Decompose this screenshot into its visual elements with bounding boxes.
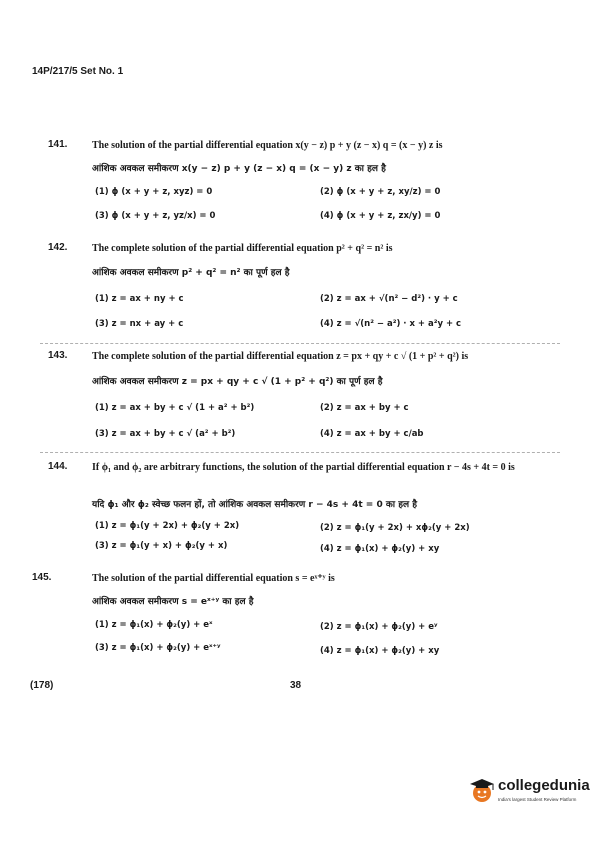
option-3: (3) z = ϕ₁(y + x) + ϕ₂(y + x): [95, 541, 228, 551]
option-4: (4) z = ax + by + c/ab: [320, 429, 424, 439]
logo-tagline: India's largest Student Review Platform: [498, 797, 577, 802]
option-1: (1) z = ϕ₁(y + 2x) + ϕ₂(y + 2x): [95, 521, 240, 531]
option-1: (1) ϕ (x + y + z, xyz) = 0: [95, 187, 213, 197]
option-4: (4) ϕ (x + y + z, zx/y) = 0: [320, 211, 441, 221]
option-2: (2) z = ax + √(n² − d²) · y + c: [320, 294, 458, 304]
question-number: 141.: [48, 139, 68, 150]
question-text-english: If ϕ₁ and ϕ₂ are arbitrary functions, the solution of the partial differential equation r − 4s + 4t = 0 is: [92, 462, 515, 473]
question-text-hindi: आंशिक अवकल समीकरण z = px + qy + c √ (1 + p² + q²) का पूर्ण हल है: [92, 377, 383, 387]
question-text-hindi: आंशिक अवकल समीकरण p² + q² = n² का पूर्ण हल है: [92, 268, 290, 278]
option-2: (2) z = ϕ₁(x) + ϕ₂(y) + eʸ: [320, 622, 438, 632]
option-2: (2) z = ϕ₁(y + 2x) + xϕ₂(y + 2x): [320, 523, 470, 533]
option-1: (1) z = ϕ₁(x) + ϕ₂(y) + eˣ: [95, 620, 213, 630]
option-4: (4) z = ϕ₁(x) + ϕ₂(y) + xy: [320, 544, 440, 554]
graduate-cap-icon: [468, 777, 496, 805]
question-text-hindi: आंशिक अवकल समीकरण s = eˣ⁺ʸ का हल है: [92, 597, 254, 607]
divider: [40, 452, 560, 453]
option-3: (3) ϕ (x + y + z, yz/x) = 0: [95, 211, 216, 221]
question-number: 143.: [48, 350, 68, 361]
option-2: (2) ϕ (x + y + z, xy/z) = 0: [320, 187, 441, 197]
logo-wordmark: collegedunia: [498, 777, 590, 794]
question-text-hindi: यदि ϕ₁ और ϕ₂ स्वेच्छ फलन हों, तो आंशिक अवकल समीकरण r − 4s + 4t = 0 का हल है: [92, 500, 418, 510]
option-4: (4) z = √(n² − a²) · x + a²y + c: [320, 319, 462, 329]
question-text-english: The solution of the partial differential equation s = eˣ⁺ʸ is: [92, 573, 335, 584]
paper-code: 14P/217/5 Set No. 1: [32, 66, 124, 77]
divider: [40, 343, 560, 344]
option-4: (4) z = ϕ₁(x) + ϕ₂(y) + xy: [320, 646, 440, 656]
option-3: (3) z = ax + by + c √ (a² + b²): [95, 429, 236, 439]
collegedunia-logo: [468, 775, 590, 811]
option-2: (2) z = ax + by + c: [320, 403, 409, 413]
question-text-hindi: आंशिक अवकल समीकरण x(y − z) p + y (z − x) q = (x − y) z का हल है: [92, 164, 386, 174]
question-number: 145.: [32, 572, 52, 583]
question-number: 144.: [48, 461, 68, 472]
option-3: (3) z = ϕ₁(x) + ϕ₂(y) + eˣ⁺ʸ: [95, 643, 221, 653]
question-text-english: The solution of the partial differential equation x(y − z) p + y (z − x) q = (x − y) z is: [92, 140, 443, 151]
page-number: 38: [290, 680, 302, 691]
footer-code: (178): [30, 680, 54, 691]
question-text-english: The complete solution of the partial differential equation p² + q² = n² is: [92, 243, 393, 254]
option-3: (3) z = nx + ay + c: [95, 319, 184, 329]
option-1: (1) z = ax + by + c √ (1 + a² + b²): [95, 403, 255, 413]
option-1: (1) z = ax + ny + c: [95, 294, 184, 304]
question-text-english: The complete solution of the partial differential equation z = px + qy + c √ (1 + p² + q²) is: [92, 351, 469, 362]
question-number: 142.: [48, 242, 68, 253]
